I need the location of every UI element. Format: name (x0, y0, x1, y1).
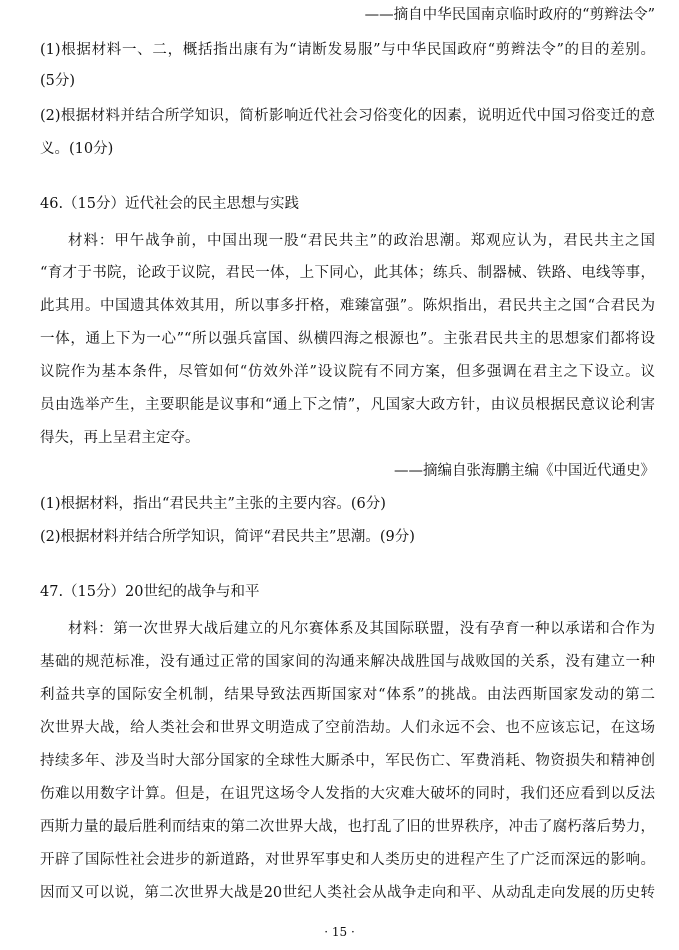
q46-material-line: 员由选举产生，主要职能是议事和“通上下之情”，凡国家大政方针，由议员根据民意议论利害 (40, 397, 655, 413)
q47-material-line: 基础的规范标准，没有通过正常的国家间的沟通来解决战胜国与战败国的关系，没有建立一种 (40, 654, 655, 670)
q46-material-line: 此其用。中国遗其体效其用，所以事多扞格，难臻富强”。陈炽指出，君民共主之国“合君民为 (40, 298, 655, 314)
q47-material-line: 因而又可以说，第二次世界大战是20世纪人类社会从战争走向和平、从动乱走向发展的历史转 (40, 885, 655, 901)
q47-material-line: 材料：第一次世界大战后建立的凡尔赛体系及其国际联盟，没有孕育一种以承诺和合作为 (68, 621, 655, 637)
q46-source-citation: ——摘编自张海鹏主编《中国近代通史》 (394, 463, 655, 479)
q46-material-line: “育才于书院，论政于议院，君民一体，上下同心，此其体；练兵、制器械、铁路、电线等事， (40, 265, 655, 281)
q47-material-line: 持续多年、涉及当时大部分国家的全球性大厮杀中，军民伤亡、军费消耗、物资损失和精神创 (40, 753, 655, 769)
q46-heading: 46.（15分）近代社会的民主思想与实践 (40, 196, 300, 212)
q46-material-line: 材料：甲午战争前，中国出现一股“君民共主”的政治思潮。郑观应认为，君民共主之国 (68, 233, 655, 249)
q47-material-line: 西斯力量的最后胜利而结束的第二次世界大战，也打乱了旧的世界秩序，冲击了腐朽落后势力， (40, 819, 655, 835)
q46-subquestion-2: (2)根据材料并结合所学知识，简评“君民共主”思潮。(9分) (40, 529, 415, 545)
q46-material-line: 议院作为基本条件，尽管如何“仿效外洋”设议院有不同方案，但多强调在君主之下设立。议 (40, 364, 655, 380)
q45-subquestion-1-score: (5分) (40, 73, 76, 89)
q47-material-line: 开辟了国际性社会进步的新道路，对世界军事史和人类历史的进程产生了广泛而深远的影响。 (40, 852, 655, 868)
q46-subquestion-1: (1)根据材料，指出“君民共主”主张的主要内容。(6分) (40, 496, 386, 512)
q46-material-line: 得失，再上呈君主定夺。 (40, 430, 200, 446)
q45-subquestion-2: (2)根据材料并结合所学知识，简析影响近代社会习俗变化的因素，说明近代中国习俗变迁的意 (40, 108, 655, 124)
q45-subquestion-1: (1)根据材料一、二，概括指出康有为“请断发易服”与中华民国政府“剪辫法令”的目的差别。 (40, 42, 655, 58)
source-citation-prev: ——摘自中华民国南京临时政府的“剪辫法令” (364, 7, 655, 23)
q47-heading: 47.（15分）20世纪的战争与和平 (40, 584, 260, 600)
q45-subquestion-2-cont: 义。(10分) (40, 141, 114, 157)
q47-material-line: 伤难以用数字计算。但是，在诅咒这场令人发指的大灾难大破坏的同时，我们还应看到以反法 (40, 786, 655, 802)
page-number: · 15 · (324, 925, 355, 939)
q46-material-line: 一体，通上下为一心”“所以强兵富国、纵横四海之根源也”。主张君民共主的思想家们都将设 (40, 331, 655, 347)
q47-material-line: 利益共享的国际安全机制，结果导致法西斯国家对“体系”的挑战。由法西斯国家发动的第二 (40, 687, 655, 703)
q47-material-line: 次世界大战，给人类社会和世界文明造成了空前浩劫。人们永远不会、也不应该忘记，在这场 (40, 720, 655, 736)
